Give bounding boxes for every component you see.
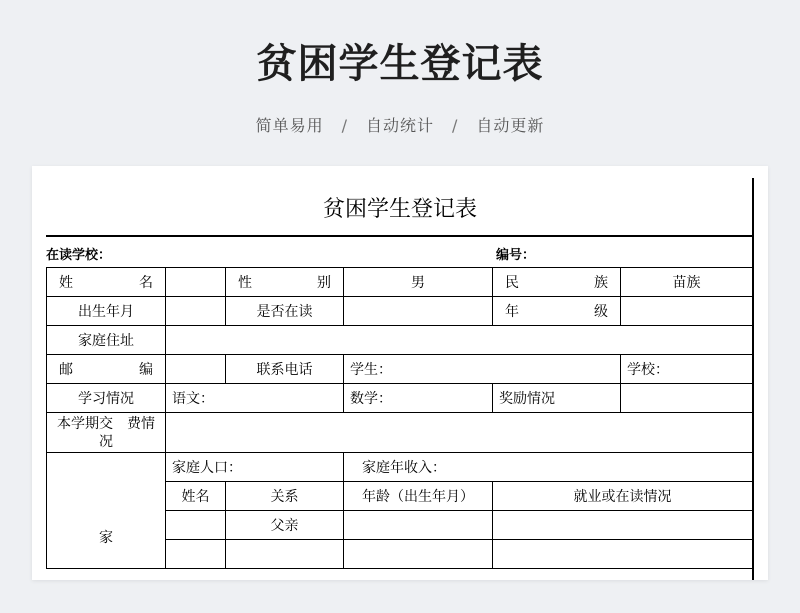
family-income-field[interactable]: 家庭年收入： — [344, 453, 753, 482]
table-row — [47, 326, 753, 355]
table-row — [47, 268, 753, 297]
name-field[interactable] — [166, 268, 226, 297]
banner-title: 贫困学生登记表 — [256, 41, 544, 87]
registration-table — [46, 267, 753, 569]
postcode-label: 邮 编 — [47, 355, 166, 384]
form-sheet — [32, 166, 768, 580]
grade-label: 年 级 — [493, 297, 621, 326]
award-label: 奖励情况 — [493, 384, 621, 413]
award-field[interactable] — [621, 384, 753, 413]
phone-label: 联系电话 — [226, 355, 344, 384]
member-status-field[interactable] — [493, 511, 753, 540]
birth-label: 出生年月 — [47, 297, 166, 326]
member-relation: 父亲 — [226, 511, 344, 540]
study-label: 学习情况 — [47, 384, 166, 413]
header-rule — [46, 235, 752, 237]
gender-value[interactable]: 男 — [344, 268, 493, 297]
chinese-score-field[interactable]: 语文： — [166, 384, 344, 413]
member-relation-field[interactable] — [226, 540, 344, 569]
col-header-status: 就业或在读情况 — [493, 482, 753, 511]
enrolled-label: 是否在读 — [226, 297, 344, 326]
separator: / — [341, 116, 348, 135]
separator: / — [452, 116, 459, 135]
number-label: 编号： — [496, 248, 536, 263]
feature-auto-stats: 自动统计 — [365, 116, 434, 135]
address-field[interactable] — [166, 326, 753, 355]
gender-label: 性 别 — [226, 268, 344, 297]
feature-easy: 简单易用 — [255, 116, 324, 135]
fee-field[interactable] — [166, 413, 753, 453]
fee-label: 本学期交 费情况 — [47, 413, 166, 453]
phone-student-field[interactable]: 学生： — [344, 355, 621, 384]
col-header-age: 年龄（出生年月） — [344, 482, 493, 511]
enrolled-field[interactable] — [344, 297, 493, 326]
birth-field[interactable] — [166, 297, 226, 326]
table-row — [47, 355, 753, 384]
math-score-field[interactable]: 数学： — [344, 384, 493, 413]
form-title: 贫困学生登记表 — [322, 197, 477, 222]
address-label: 家庭住址 — [47, 326, 166, 355]
col-header-name: 姓名 — [166, 482, 226, 511]
member-age-field[interactable] — [344, 540, 493, 569]
postcode-field[interactable] — [166, 355, 226, 384]
school-label: 在读学校： — [46, 248, 112, 263]
feature-tagline — [0, 113, 800, 136]
name-label: 姓 名 — [47, 268, 166, 297]
member-name-field[interactable] — [166, 511, 226, 540]
table-row — [47, 453, 753, 482]
feature-auto-update: 自动更新 — [476, 116, 545, 135]
col-header-relation: 关系 — [226, 482, 344, 511]
grade-field[interactable] — [621, 297, 753, 326]
table-row — [47, 413, 753, 453]
member-name-field[interactable] — [166, 540, 226, 569]
family-size-field[interactable]: 家庭人口： — [166, 453, 344, 482]
table-row — [47, 384, 753, 413]
ethnicity-value[interactable]: 苗族 — [621, 268, 753, 297]
table-row — [47, 297, 753, 326]
ethnicity-label: 民 族 — [493, 268, 621, 297]
phone-school-field[interactable]: 学校： — [621, 355, 753, 384]
family-side-label: 家 — [47, 453, 166, 569]
member-age-field[interactable] — [344, 511, 493, 540]
member-status-field[interactable] — [493, 540, 753, 569]
